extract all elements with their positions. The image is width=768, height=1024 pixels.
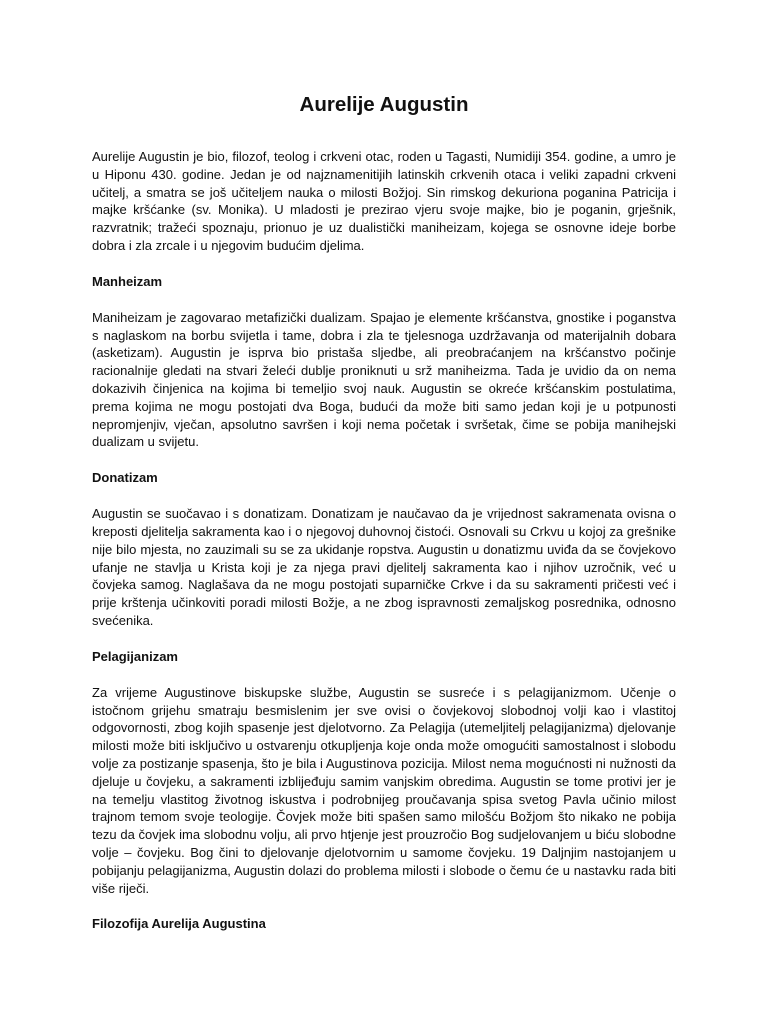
intro-paragraph: Aurelije Augustin je bio, filozof, teolog i crkveni otac, roden u Tagasti, Numidiji 354. godine, a umro je u Hiponu 430. godine. Jedan je od najznamenitijih latinskih crkvenih otaca i veliki zapadni crkveni učitelj, a smatra se još učiteljem nauka o milosti Božjoj. Sin rimskog dekuriona poganina Patricija i majke kršćanke (sv. Monika). U mladosti je prezirao vjeru svoje majke, bio je poganin, grješnik, razvratnik; tražeći spoznaju, prionuo je uz dualistički maniheizam, kojega se osnovne ideje borbe dobra i zla zrcale i u njegovim budućim djelima. bbox=[92, 149, 676, 253]
document-title: Aurelije Augustin bbox=[299, 93, 469, 116]
section-heading-manheizam: Manheizam bbox=[92, 273, 163, 289]
document-page bbox=[92, 84, 676, 933]
section-text-manheizam: Maniheizam je zagovarao metafizički dualizam. Spajao je elemente kršćanstva, gnostike i poganstva s naglaskom na borbu svijetla i tame, dobra i zla te tjelesnoga uzdržavanja od materijalnih dobara (asketizam). Augustin je isprva bio pristaša sljedbe, ali preobraćanjem na kršćanstvo počinje racionalnije gledati na stvari želeći dublje proniknuti u srž maniheizma. Tada je uvidio da on nema dokazivih činjenica na kojima bi temeljio svoj nauk. Augustin se okreće kršćanskim postulatima, prema kojima ne mogu postojati dva Boga, budući da može biti samo jedan koji je u potpunosti nepromjenjiv, vječan, apsolutno savršen i koji nema početak i svršetak, čime se pobija manihejski dualizam u svijetu. bbox=[92, 309, 676, 450]
section-heading-donatizam: Donatizam bbox=[92, 470, 158, 486]
section-text-donatizam: Augustin se suočavao i s donatizam. Donatizam je naučavao da je vrijednost sakramenata ovisna o kreposti djelitelja sakramenta kao i o njegovoj duhovnoj čistoći. Osnovali su Crkvu u kojoj za grešnike nije bilo mjesta, no zauzimali su se za ukidanje ropstva. Augustin u donatizmu uviđa da se čovjekovo ufanje ne stavlja u Krista koji je za njega pravi djelitelj sakramenta kao i njihov uzročnik, već u čovjeka samog. Naglašava da ne mogu postojati suparničke Crkve i da su sakramenti pričesti već i prije krštenja učinkoviti poradi milosti Božje, a ne zbog ispravnosti zemaljskog posrednika, odnosno svećenika. bbox=[92, 506, 676, 628]
section-heading-pelagijanizam: Pelagijanizam bbox=[92, 648, 178, 664]
section-text-pelagijanizam: Za vrijeme Augustinove biskupske službe, Augustin se susreće i s pelagijanizmom. Učenje o istočnom grijehu smatraju besmislenim jer sve ovisi o čovjekovoj slobodnoj volji kao i vlastitoj odgovornosti, zbog kojih spasenje jest djelotvorno. Za Pelagija (utemeljitelj pelagijanizma) djelovanje milosti može biti isključivo u ostvarenju otkupljenja koje onda može omogućiti samostalnost i slobodu volje za postizanje spasenja, što je bila i Augustinova pozicija. Milost nema mogućnosti ni nužnosti da djeluje u čovjeku, a sakramenti izblijeđuju samim vanjskim obredima. Augustin se tome protivi jer je na temelju vlastitog životnog iskustva i podrobnijeg proučavanja spisa svetog Pavla učinio milost trajnom temom svoje teologije. Čovjek može biti spašen samo milošću Božjom što nikako ne pobija tezu da čovjek ima slobodnu volju, ali prvo htjenje jest prouzročio Bog sudjelovanjem u biću slobodne volje – čovjeku. Bog čini to djelovanje djelotvornim u samome čovjeku. 19 Daljnjim nastojanjem u pobijanju pelagijanizma, Augustin dolazi do problema milosti i slobode o čemu će u nastavku rada biti više riječi. bbox=[92, 684, 676, 896]
section-heading-filozofija: Filozofija Aurelija Augustina bbox=[92, 916, 266, 932]
